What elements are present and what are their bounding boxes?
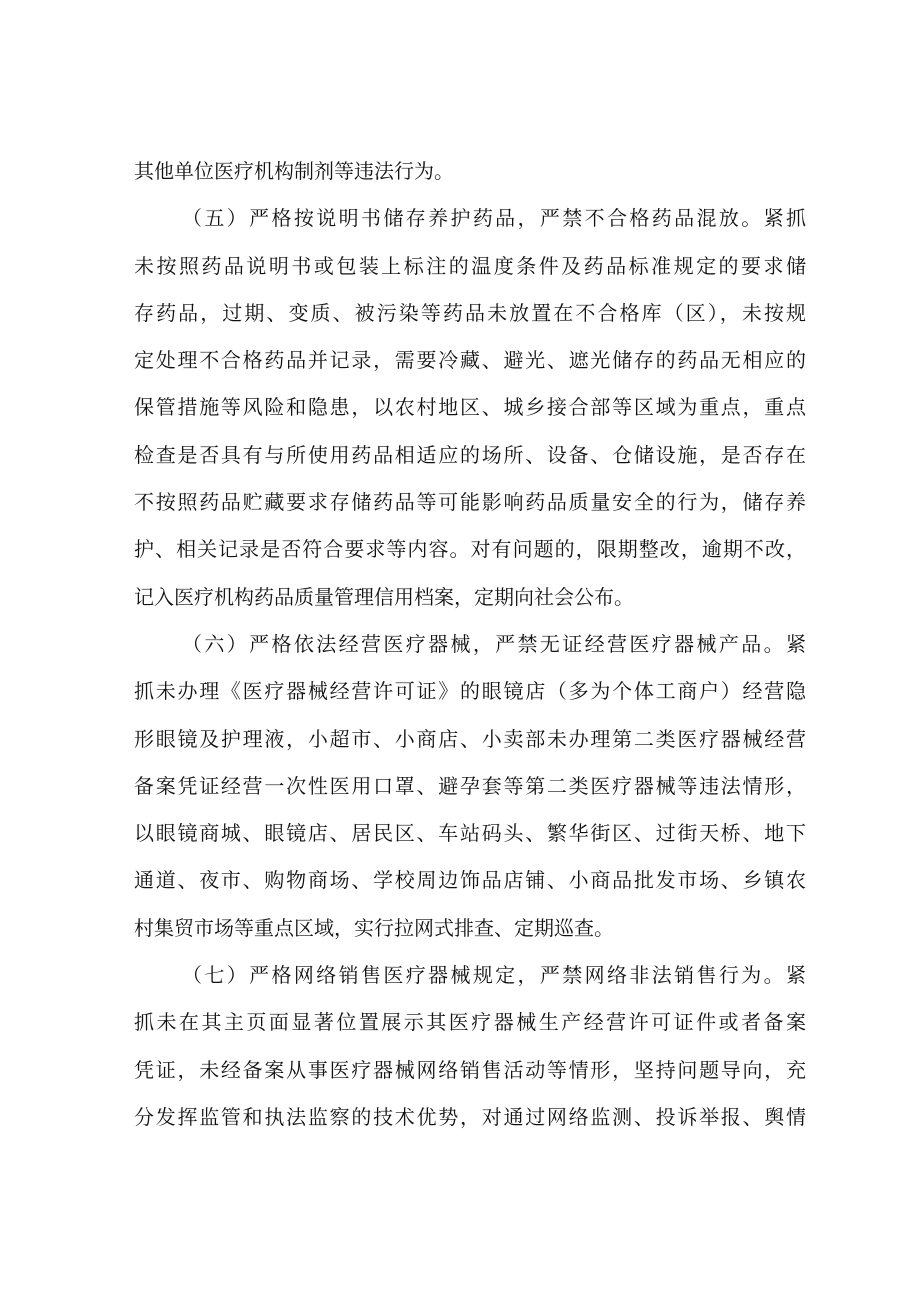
text-line: 未按照药品说明书或包装上标注的温度条件及药品标准规定的要求储 [134,253,806,278]
section-six-heading-line: （六）严格依法经营医疗器械，严禁无证经营医疗器械产品。紧 [182,631,806,656]
text-line: 其他单位医疗机构制剂等违法行为。 [134,159,454,183]
text-line: 抓未在其主页面显著位置展示其医疗器械生产经营许可证件或者备案 [134,1010,806,1035]
text-line: 不按照药品贮藏要求存储药品等可能影响药品质量安全的行为，储存养 [134,490,806,515]
text-line: 检查是否具有与所使用药品相适应的场所、设备、仓储设施，是否存在 [134,442,806,467]
text-line: 定处理不合格药品并记录，需要冷藏、避光、遮光储存的药品无相应的 [134,348,806,373]
section-five-heading-line: （五）严格按说明书储存养护药品，严禁不合格药品混放。紧抓 [182,206,806,231]
text-line: 凭证，未经备案从事医疗器械网络销售活动等情形，坚持问题导向，充 [134,1057,806,1082]
document-body [134,148,806,1141]
text-line: 形眼镜及护理液，小超市、小商店、小卖部未办理第二类医疗器械经营 [134,726,806,751]
text-line: 备案凭证经营一次性医用口罩、避孕套等第二类医疗器械等违法情形， [134,773,806,798]
text-line: 通道、夜市、购物商场、学校周边饰品店铺、小商品批发市场、乡镇农 [134,868,806,893]
section-seven-heading-line: （七）严格网络销售医疗器械规定，严禁网络非法销售行为。紧 [182,963,806,988]
text-line: 分发挥监管和执法监察的技术优势，对通过网络监测、投诉举报、舆情 [134,1104,806,1129]
text-line: 抓未办理《医疗器械经营许可证》的眼镜店（多为个体工商户）经营隐 [134,679,806,704]
text-line: 以眼镜商城、眼镜店、居民区、车站码头、繁华街区、过街天桥、地下 [134,821,806,846]
text-line: 护、相关记录是否符合要求等内容。对有问题的，限期整改，逾期不改， [134,537,806,562]
text-line: 村集贸市场等重点区域，实行拉网式排查、定期巡查。 [134,915,614,940]
text-line: 保管措施等风险和隐患，以农村地区、城乡接合部等区域为重点，重点 [134,395,806,420]
text-line: 存药品，过期、变质、被污染等药品未放置在不合格库（区），未按规 [134,300,806,325]
text-line: 记入医疗机构药品质量管理信用档案，定期向社会公布。 [134,584,634,609]
